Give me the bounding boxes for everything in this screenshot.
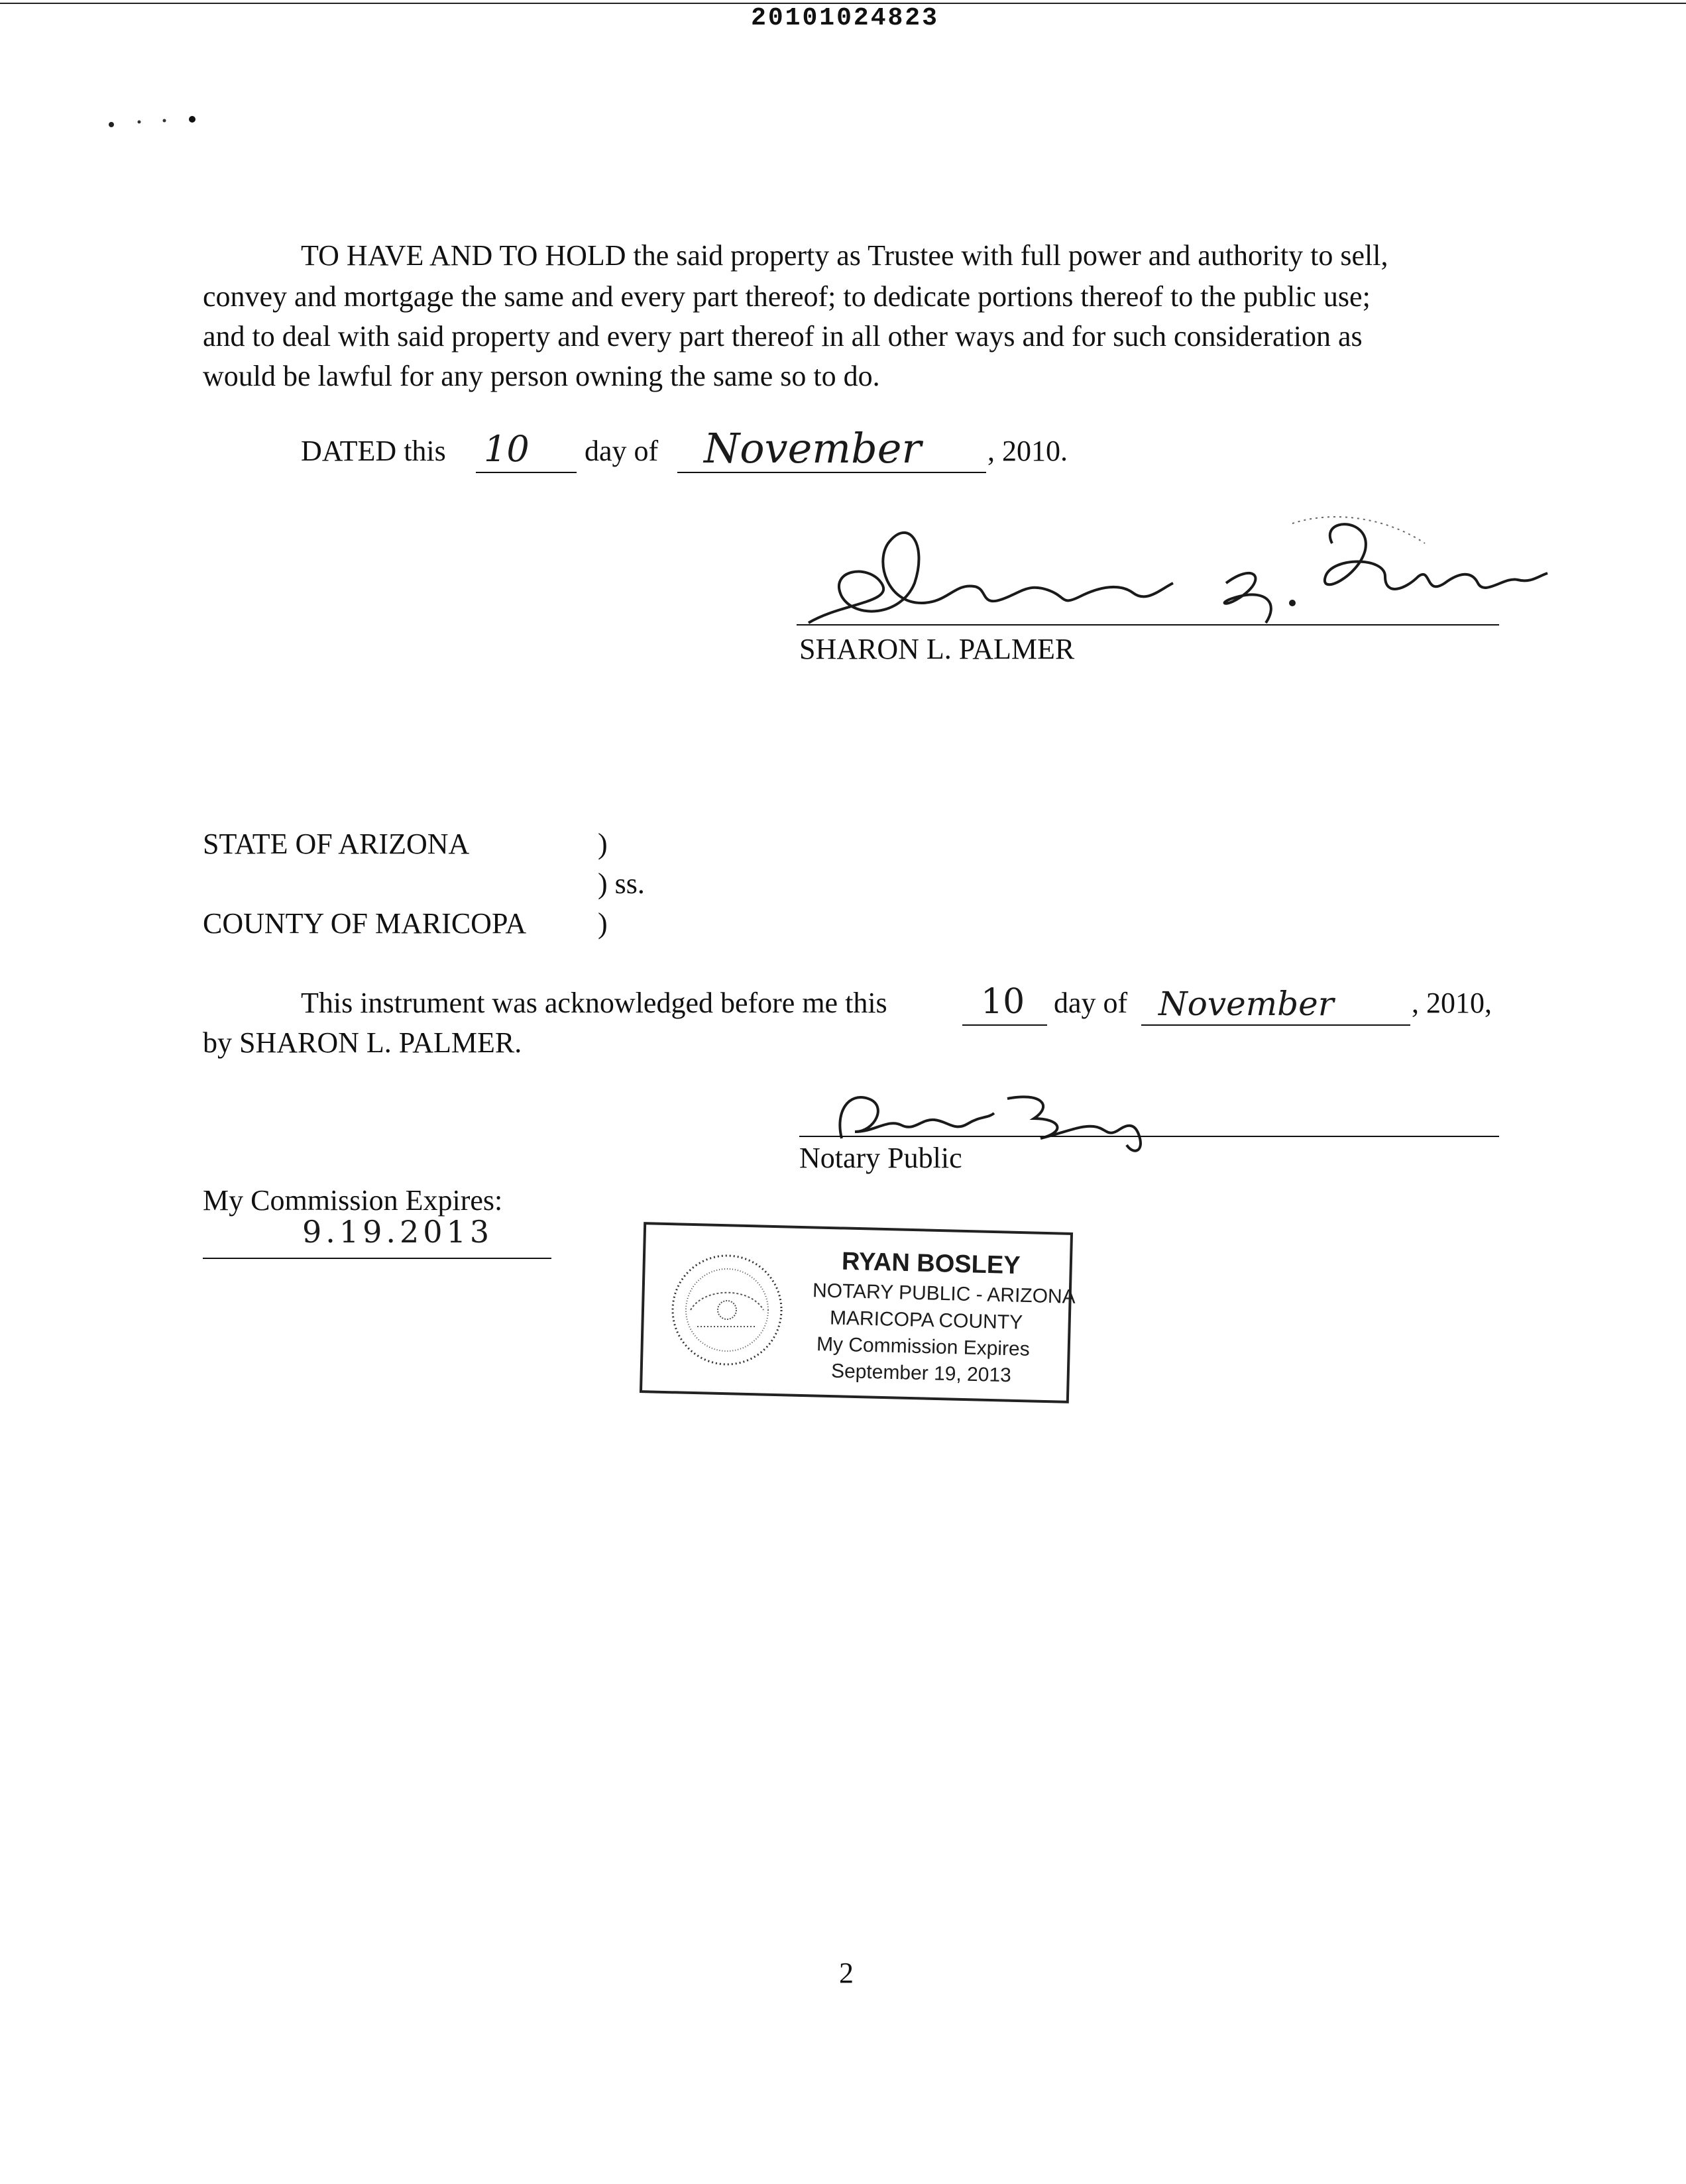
ack-day-blank bbox=[962, 1024, 1047, 1026]
ack-month-blank bbox=[1141, 1024, 1410, 1026]
venue-state: STATE OF ARIZONA bbox=[203, 828, 470, 860]
recording-number: 20101024823 bbox=[751, 4, 939, 32]
stamp-expires-date: September 19, 2013 bbox=[830, 1360, 1012, 1387]
habendum-line-1: TO HAVE AND TO HOLD the said property as Trustee with full power and authority to sell, bbox=[301, 239, 1388, 272]
stamp-expires-label: My Commission Expires bbox=[816, 1333, 1031, 1360]
page-number: 2 bbox=[839, 1957, 854, 1989]
commission-date-handwritten: 9.19.2013 bbox=[302, 1214, 494, 1250]
venue-paren-1: ) bbox=[598, 828, 608, 860]
grantor-signature-image bbox=[789, 504, 1551, 636]
habendum-line-4: would be lawful for any person owning the same so to do. bbox=[203, 360, 880, 392]
dated-day-blank bbox=[476, 472, 577, 473]
commission-date-line bbox=[203, 1258, 551, 1259]
ack-line-2: by SHARON L. PALMER. bbox=[203, 1026, 522, 1059]
notary-title: Notary Public bbox=[799, 1142, 962, 1174]
dated-year: , 2010. bbox=[987, 435, 1068, 467]
commission-label: My Commission Expires: bbox=[203, 1184, 503, 1217]
grantor-printed-name: SHARON L. PALMER bbox=[799, 633, 1075, 665]
dated-month-handwritten: November bbox=[704, 424, 922, 472]
ack-day-of: day of bbox=[1054, 987, 1128, 1019]
dated-prefix: DATED this bbox=[301, 435, 446, 467]
ack-prefix: This instrument was acknowledged before me this bbox=[301, 987, 887, 1019]
stamp-name: RYAN BOSLEY bbox=[841, 1247, 1021, 1280]
habendum-line-3: and to deal with said property and every part thereof in all other ways and for such consideration as bbox=[203, 320, 1363, 353]
stamp-county: MARICOPA COUNTY bbox=[829, 1307, 1023, 1334]
dated-day-handwritten: 10 bbox=[484, 428, 530, 470]
stamp-title: NOTARY PUBLIC - ARIZONA bbox=[812, 1280, 1076, 1308]
scan-specks bbox=[99, 106, 205, 133]
dated-day-of: day of bbox=[585, 435, 659, 467]
ack-day-handwritten: 10 bbox=[981, 982, 1025, 1022]
venue-ss: ) ss. bbox=[598, 867, 645, 900]
state-seal-icon bbox=[664, 1247, 790, 1373]
ack-year: , 2010, bbox=[1412, 987, 1492, 1019]
grantor-signature-line bbox=[797, 624, 1499, 626]
ack-month-handwritten: November bbox=[1158, 985, 1334, 1023]
venue-paren-3: ) bbox=[598, 907, 608, 940]
notary-signature-line bbox=[799, 1136, 1499, 1137]
habendum-line-2: convey and mortgage the same and every part thereof; to dedicate portions thereof to the public use; bbox=[203, 280, 1371, 313]
venue-county: COUNTY OF MARICOPA bbox=[203, 907, 527, 940]
